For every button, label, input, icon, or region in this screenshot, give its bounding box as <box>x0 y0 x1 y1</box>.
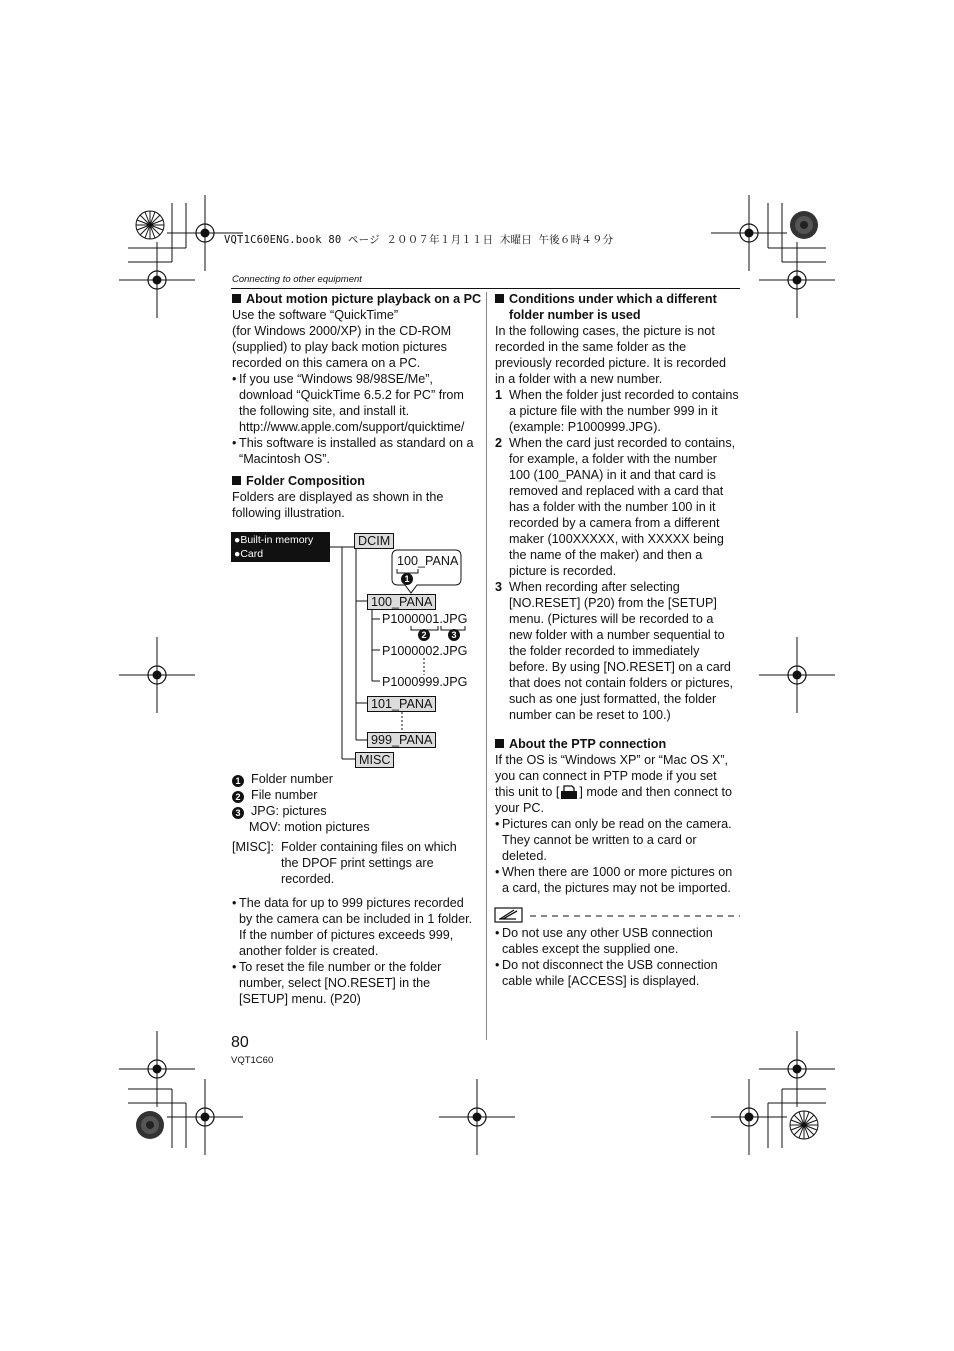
bullet-line: They cannot be written to a card or <box>502 833 697 847</box>
misc-folder: MISC <box>355 752 394 768</box>
ptp-line: If the OS is “Windows XP” or “Mac OS X”, <box>495 753 729 767</box>
bullet-dot-icon: • <box>495 817 500 831</box>
ptp-line: you can connect in PTP mode if you set <box>495 769 717 783</box>
pc-connection-mode-icon <box>559 784 579 800</box>
tip-line: Do not disconnect the USB connection <box>502 958 718 972</box>
tip-line: Do not use any other USB connection <box>502 926 713 940</box>
intro-line: previously recorded picture. It is recorded <box>495 356 726 370</box>
heading-line: folder number is used <box>509 308 641 322</box>
bullet-dot-icon: • <box>232 960 237 974</box>
condition-item <box>495 579 745 723</box>
quicktime-url: http://www.apple.com/support/quicktime/ <box>239 420 465 434</box>
section-label: Connecting to other equipment <box>232 274 362 285</box>
bullet-dot-icon: • <box>495 865 500 879</box>
file-p1000999: P1000999.JPG <box>382 675 468 689</box>
intro-line: in a folder with a new number. <box>495 372 663 386</box>
bullet-line: This software is installed as standard on a <box>239 436 474 450</box>
legend-text: JPG: pictures <box>251 804 327 818</box>
media-builtin: Built-in memory <box>240 534 314 546</box>
motion-line: Use the software “QuickTime” <box>232 308 399 322</box>
bullet-dot-icon: • <box>232 372 237 386</box>
heading-line: Conditions under which a different <box>509 292 717 306</box>
media-box: ●Built-in memory ●Card <box>231 532 330 562</box>
motion-line: (for Windows 2000/XP) in the CD-ROM <box>232 324 452 338</box>
folder-999-pana: 999_PANA <box>367 732 436 748</box>
bullet-dot-icon: • <box>232 896 237 910</box>
item-line: menu. (Pictures will be recorded to a <box>509 612 714 626</box>
bullet-dot-icon: • <box>495 958 500 972</box>
ptp-bullet <box>495 864 745 896</box>
item-number: 1 <box>495 388 503 402</box>
ptp-line <box>495 784 745 800</box>
diagram-legend <box>232 771 482 1007</box>
intro-line: In the following cases, the picture is not <box>495 324 715 338</box>
folder-100-pana: 100_PANA <box>367 594 436 610</box>
item-line: removed and replaced with a card that <box>509 484 724 498</box>
item-line: 100 (100_PANA) in it and that card is <box>509 468 716 482</box>
bullet-line: If you use “Windows 98/98SE/Me”, <box>239 372 433 386</box>
item-line: picture is recorded. <box>509 564 617 578</box>
bullet-line: the following site, and install it. <box>239 404 410 418</box>
tips-separator <box>494 907 744 925</box>
dcim-folder: DCIM <box>354 533 394 549</box>
marker-2-icon: 2 <box>418 629 430 641</box>
item-line: a picture file with the number 999 in it <box>509 404 718 418</box>
item-line: has a folder with the number 100 in it <box>509 500 716 514</box>
legend-item <box>232 787 482 803</box>
conditions-heading <box>495 291 745 323</box>
marker-1-icon: 1 <box>401 573 413 585</box>
tips-list <box>495 925 745 989</box>
folder-101-pana: 101_PANA <box>367 696 436 712</box>
note-bullet <box>232 895 482 959</box>
note-line: [SETUP] menu. (P20) <box>239 992 361 1006</box>
note-line: If the number of pictures exceeds 999, <box>239 928 454 942</box>
legend-text: File number <box>251 788 318 802</box>
page-number: 80 <box>231 1034 249 1051</box>
square-bullet-icon <box>495 739 504 748</box>
item-number: 3 <box>495 580 503 594</box>
folder-line: Folders are displayed as shown in the <box>232 490 444 504</box>
ptp-line: your PC. <box>495 801 544 815</box>
bullet-dot-icon: • <box>495 926 500 940</box>
legend-item <box>232 803 482 819</box>
item-line: the name of the maker) and then a <box>509 548 703 562</box>
item-line: before. By using [NO.RESET] on a card <box>509 660 731 674</box>
misc-definition <box>232 839 482 887</box>
item-line: When the folder just recorded to contains <box>509 388 739 402</box>
item-line: new folder with a number sequential to <box>509 628 725 642</box>
note-bullet <box>232 959 482 1007</box>
bullet-line: Pictures can only be read on the camera. <box>502 817 732 831</box>
bullet-dot-icon: • <box>232 436 237 450</box>
file-p1000001: P1000001.JPG <box>382 612 468 626</box>
bullet-line: “Macintosh OS”. <box>239 452 330 466</box>
print-header: VQT1C60ENG.book 80 ページ ２００７年１月１１日 木曜日 午後６時４９分 <box>224 234 614 246</box>
right-column <box>495 291 745 896</box>
misc-def-line: Folder containing files on which <box>281 840 457 854</box>
file-p1000002: P1000002.JPG <box>382 644 468 658</box>
bullet-line: When there are 1000 or more pictures on <box>502 865 733 879</box>
legend-item <box>232 771 482 787</box>
bullet-line: a card, the pictures may not be imported. <box>502 881 731 895</box>
tip-line: cables except the supplied one. <box>502 942 679 956</box>
item-line: number can be reset to 100.) <box>509 708 671 722</box>
item-line: recorded by a camera from a different <box>509 516 720 530</box>
note-line: The data for up to 999 pictures recorded <box>239 896 464 910</box>
ptp-line-post: ] mode and then connect to <box>579 785 733 799</box>
misc-def-line: recorded. <box>281 872 335 886</box>
legend-text: Folder number <box>251 772 333 786</box>
legend-mov: MOV: motion pictures <box>249 820 370 834</box>
marker-3-icon: 3 <box>232 807 244 819</box>
tip-line: cable while [ACCESS] is displayed. <box>502 974 700 988</box>
misc-def-line: the DPOF print settings are <box>281 856 434 870</box>
note-line: another folder is created. <box>239 944 379 958</box>
heading-text: About the PTP connection <box>509 737 667 751</box>
item-line: for example, a folder with the number <box>509 452 717 466</box>
note-pad-icon <box>495 908 522 922</box>
model-code: VQT1C60 <box>231 1055 274 1066</box>
item-line: such as one just formatted, the folder <box>509 692 717 706</box>
media-card: Card <box>240 548 264 560</box>
item-line: When recording after selecting <box>509 580 680 594</box>
square-bullet-icon <box>495 294 504 303</box>
intro-line: recorded in the same folder as the <box>495 340 687 354</box>
folder-line: following illustration. <box>232 506 345 520</box>
tip-bullet <box>495 925 745 957</box>
condition-item <box>495 435 745 579</box>
item-number: 2 <box>495 436 503 450</box>
note-line: by the camera can be included in 1 folder. <box>239 912 473 926</box>
item-line: When the card just recorded to contains, <box>509 436 736 450</box>
item-line: the folder recorded to immediately <box>509 644 700 658</box>
marker-2-icon: 2 <box>232 791 244 803</box>
motion-line: recorded on this camera on a PC. <box>232 356 421 370</box>
tip-bullet <box>495 957 745 989</box>
ptp-heading <box>495 736 745 752</box>
item-line: that does not contain folders or pictures, <box>509 676 734 690</box>
note-line: To reset the file number or the folder <box>239 960 442 974</box>
item-line: (example: P1000999.JPG). <box>509 420 661 434</box>
ptp-line-pre: this unit to [ <box>495 785 560 799</box>
item-line: maker (100XXXXX, with XXXXX being <box>509 532 724 546</box>
heading-text: Folder Composition <box>246 474 365 488</box>
bullet-line: download “QuickTime 6.5.2 for PC” from <box>239 388 464 402</box>
marker-3-icon: 3 <box>448 629 460 641</box>
condition-item <box>495 387 745 435</box>
item-line: [NO.RESET] (P20) from the [SETUP] <box>509 596 717 610</box>
bullet-line: deleted. <box>502 849 547 863</box>
callout-folder-label: 100_PANA <box>397 554 459 568</box>
ptp-bullet <box>495 816 745 864</box>
heading-text: About motion picture playback on a PC <box>246 292 482 306</box>
misc-term: [MISC]: <box>232 840 274 854</box>
marker-1-icon: 1 <box>232 775 244 787</box>
note-line: number, select [NO.RESET] in the <box>239 976 431 990</box>
motion-line: (supplied) to play back motion pictures <box>232 340 447 354</box>
